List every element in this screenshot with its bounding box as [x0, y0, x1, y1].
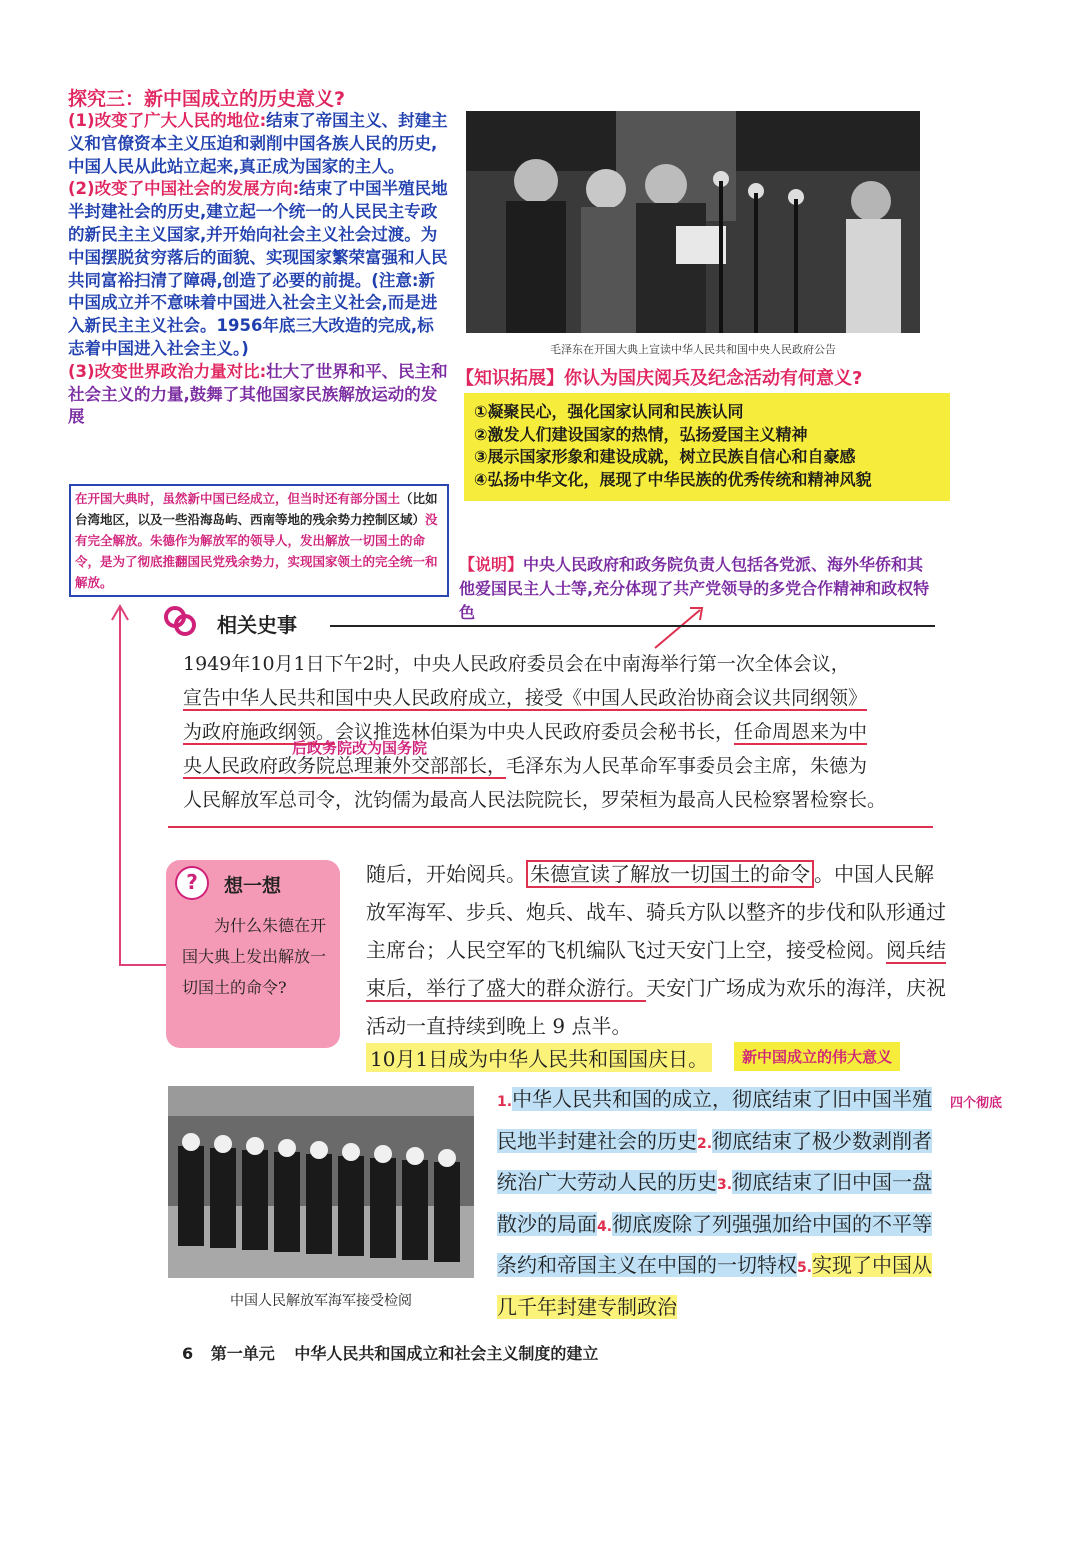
page-number: 6: [182, 1344, 194, 1363]
meaning-number: 4.: [597, 1218, 613, 1235]
point3-text: 壮大了世界和平、民主和社会主义的力量,鼓舞了其他国家民族解放运动的发展: [68, 361, 448, 427]
main-paragraph: [366, 855, 946, 1045]
think-title: 想一想: [224, 875, 282, 897]
extension-title: 【知识拓展】你认为国庆阅兵及纪念活动有何意义?: [456, 368, 863, 389]
main-t3: 。中国人民解放军海军、步兵、炮兵、战车、骑兵方队以整齐的步伐和队形通过主席台；人民空军的飞机编队飞过天安门上空，接受检阅。: [366, 862, 946, 962]
related-history-icon: [163, 603, 199, 639]
related-s6: 央人民政府政务院总理兼外交部部长，: [183, 755, 507, 777]
related-s2: 宣告中华人民共和国中央人民政府成立，接受《中国人民政治协商会议共同纲领》: [183, 687, 868, 709]
related-top-rule: [330, 625, 935, 627]
point2-note: (注意:新中国成立并不意味着中国进入社会主义社会,而是进入新民主主义社会。1956年底三大改造的完成,标志着中国进入社会主义。): [68, 270, 438, 358]
photo1-caption: 毛泽东在开国大典上宣读中华人民共和国中央人民政府公告: [550, 343, 836, 356]
main-t5: 天安门广场成为欢乐的海洋，庆祝活动一直持续到晚上 9 点半。: [366, 976, 946, 1038]
meaning-item-5: 实现了中国从几千年封建专制政治: [497, 1253, 933, 1319]
note-part2: （比如台湾地区，以及一些沿海岛屿、西南等地的残余势力控制区域）: [75, 491, 438, 527]
point3-heading: (3)改变世界政治力量对比:: [68, 361, 267, 381]
meaning-list: [497, 1080, 947, 1326]
meaning-item-1: 中华人民共和国的成立，彻底结束了旧中国半殖民地半封建社会的历史: [497, 1087, 933, 1153]
related-bottom-rule: [168, 826, 933, 828]
related-s1: 1949年10月1日下午2时，中央人民政府委员会在中南海举行第一次全体会议，: [183, 653, 850, 675]
main-t4: 阅兵结束后，举行了盛大的群众游行。: [366, 938, 946, 1000]
meaning-item-4: 彻底废除了列强强加给中国的不平等条约和帝国主义在中国的一切特权: [497, 1211, 933, 1277]
point2-text: 结束了中国半殖民地半封建社会的历史,建立起一个统一的人民民主专政的新民主主义国家,并开始向社会主义社会过渡。为中国摆脱贫穷落后的面貌、实现国家繁荣富强和人民共同富裕扫清了障碍,创造了必要的前提。: [68, 179, 448, 290]
meaning-number: 2.: [697, 1135, 713, 1152]
unit-label: 第一单元: [210, 1344, 275, 1363]
note-part1: 在开国大典时，虽然新中国已经成立，但当时还有部分国土: [75, 491, 401, 506]
explanation-text: 中央人民政府和政务院负责人包括各党派、海外华侨和其他爱国民主人士等,充分体现了共产党领导的多党合作精神和政权特色: [459, 555, 930, 622]
photo2-caption: 中国人民解放军海军接受检阅: [230, 1293, 412, 1309]
related-s4: 会议推选林伯渠为中央人民政府委员会秘书长，: [335, 721, 735, 743]
extension-item: ④弘扬中华文化，展现了中华民族的优秀传统和精神风貌: [474, 469, 872, 489]
meaning-tag: 新中国成立的伟大意义: [734, 1042, 900, 1071]
related-history-title: 相关史事: [217, 613, 297, 637]
national-day-text: 10月1日成为中华人民共和国国庆日。: [366, 1043, 712, 1072]
extension-item: ①凝聚民心，强化国家认同和民族认同: [474, 402, 744, 421]
note-part3: 没有完全解放。朱德作为解放军的领导人，发出解放一切国土的命令，是为了彻底推翻国民党残余势力，实现国家领土的完全统一和解放。: [75, 512, 438, 590]
related-history-body: [183, 647, 935, 817]
explanation-tag: 【说明】: [459, 555, 524, 574]
meaning-number: 1.: [497, 1094, 513, 1110]
meaning-item-3: 彻底结束了旧中国一盘散沙的局面: [497, 1170, 933, 1236]
related-s7: 毛泽东为人民革命军事委员会主席，朱德为: [506, 755, 868, 777]
meaning-item-2: 彻底结束了极少数剥削者统治广大劳动人民的历史: [497, 1128, 933, 1194]
point2-heading: (2)改变了中国社会的发展方向:: [68, 179, 300, 199]
unit-title: 中华人民共和国成立和社会主义制度的建立: [294, 1344, 599, 1363]
main-boxed-text: 朱德宣读了解放一切国土的命令: [526, 860, 814, 888]
main-t1: 随后，开始阅兵。: [366, 862, 526, 886]
related-s5: 任命周恩来为中: [734, 721, 868, 743]
question-icon: ?: [175, 866, 209, 900]
explore-title: 探究三：新中国成立的历史意义?: [68, 88, 346, 110]
extension-item: ③展示国家形象和建设成就，树立民族自信心和自豪感: [474, 447, 856, 466]
meaning-number: 3.: [717, 1177, 733, 1193]
navy-review-illustration: [168, 1086, 474, 1278]
extension-item: ②激发人们建设国家的热情，弘扬爱国主义精神: [474, 424, 808, 444]
four-thorough-tag: 四个彻底: [950, 1096, 1003, 1111]
related-s3: 为政府施政纲领。: [183, 721, 336, 743]
navy-review-photo: [168, 1086, 474, 1278]
handwritten-note: 后政务院改为国务院: [292, 739, 428, 757]
point1-text: 结束了帝国主义、封建主义和官僚资本主义压迫和剥削中国各族人民的历史,中国人民从此站立起来,真正成为国家的主人。: [68, 111, 448, 176]
page-footer: [182, 1341, 598, 1364]
explanation-note: [459, 553, 934, 625]
meaning-number: 5.: [797, 1260, 813, 1276]
related-s8: 人民解放军总司令，沈钧儒为最高人民法院院长，罗荣桓为最高人民检察署检察长。: [183, 789, 887, 811]
think-question: 为什么朱德在开国大典上发出解放一切国土的命令?: [182, 916, 327, 997]
note-arrow-line: [120, 608, 168, 965]
point1-heading: (1)改变了广大人民的地位:: [68, 111, 267, 130]
